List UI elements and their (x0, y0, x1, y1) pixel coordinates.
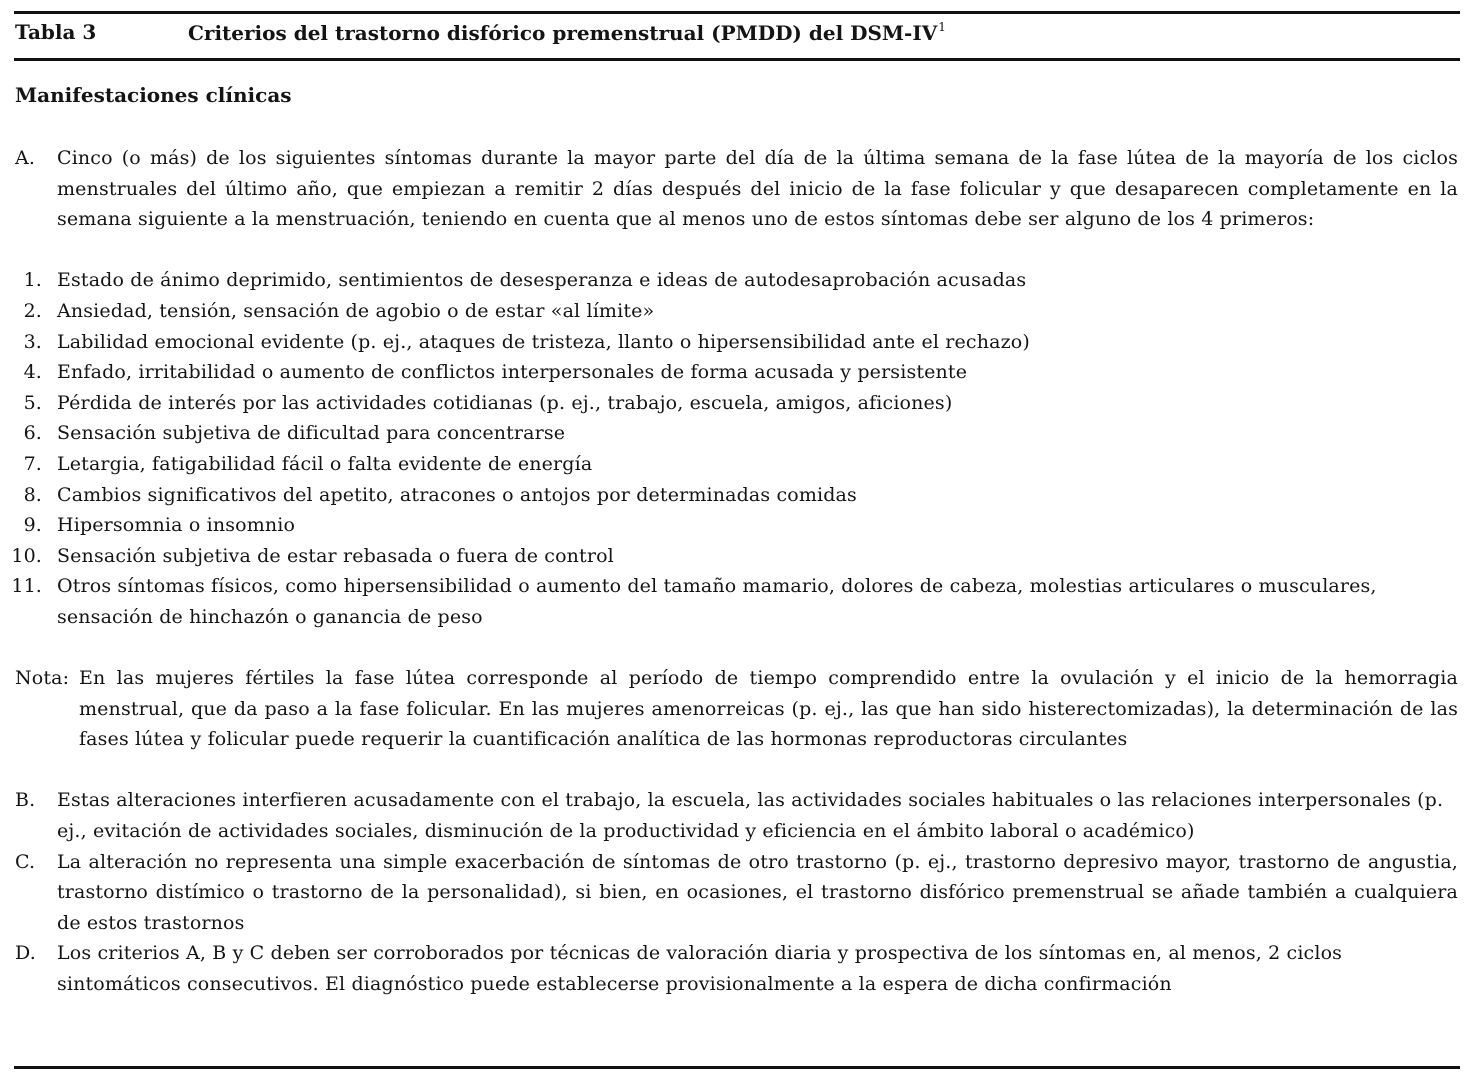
criterion-d (0, 938, 1472, 999)
symptom-item (0, 265, 1472, 296)
symptom-text: Enfado, irritabilidad o aumento de conflictos interpersonales de forma acusada y persistente (57, 361, 968, 384)
section-title: Manifestaciones clínicas (15, 83, 292, 107)
spacer (0, 235, 1472, 266)
symptom-item (0, 296, 1472, 327)
symptom-item (0, 510, 1472, 541)
symptom-text: Estado de ánimo deprimido, sentimientos de desesperanza e ideas de autodesaprobación acusadas (57, 269, 1027, 292)
symptom-item (0, 571, 1472, 632)
symptom-number: 7. (23, 452, 42, 475)
spacer (0, 755, 1472, 786)
symptom-number: 6. (23, 422, 42, 445)
symptom-item (0, 388, 1472, 419)
symptom-number: 4. (23, 361, 42, 384)
note-label: Nota: (15, 667, 70, 690)
table-header-rule (14, 58, 1460, 61)
symptom-list (0, 265, 1472, 632)
symptom-number: 2. (23, 299, 42, 322)
criterion-a-text: Cinco (o más) de los siguientes síntomas durante la mayor parte del día de la última semana de la fase lútea de la mayoría de los ciclos menstruales del último año, que empiezan a remitir 2 días después del inicio de la fase folicular y que desaparecen completamente en la semana siguiente a la menstruación, teniendo en cuenta que al menos uno de estos síntomas debe ser alguno de los 4 primeros: (57, 147, 1458, 231)
criterion-c-label: C. (15, 850, 36, 873)
table-title-text: Criterios del trastorno disfórico premenstrual (PMDD) del DSM-IV (188, 21, 938, 45)
criterion-b-text: Estas alteraciones interfieren acusadamente con el trabajo, la escuela, las actividades sociales habituales o las relaciones interpersonales (p. ej., evitación de actividades sociales, disminución de la productividad y eficiencia en el ámbito laboral o académico) (57, 789, 1444, 843)
criterion-d-label: D. (15, 942, 36, 965)
table-bottom-rule (14, 1066, 1460, 1069)
note-text: En las mujeres fértiles la fase lútea corresponde al período de tiempo comprendido entre la ovulación y el inicio de la hemorragia menstrual, que da paso a la fase folicular. En las mujeres amenorreicas (p. ej., las que han sido histerectomizadas), la determinación de las fases lútea y folicular puede requerir la cuantificación analítica de las hormonas reproductoras circulantes (79, 667, 1458, 751)
symptom-number: 11. (11, 575, 42, 598)
criterion-d-text: Los criterios A, B y C deben ser corroborados por técnicas de valoración diaria y prospectiva de los síntomas en, al menos, 2 ciclos sintomáticos consecutivos. El diagnóstico puede establecerse provisionalmente a la espera de dicha confirmación (57, 942, 1343, 996)
symptom-text: Pérdida de interés por las actividades cotidianas (p. ej., trabajo, escuela, amigos, aficiones) (57, 391, 953, 414)
spacer (0, 633, 1472, 664)
symptom-text: Labilidad emocional evidente (p. ej., ataques de tristeza, llanto o hipersensibilidad ante el rechazo) (57, 330, 1030, 353)
note (0, 663, 1472, 755)
symptom-number: 3. (23, 330, 42, 353)
symptom-item (0, 327, 1472, 358)
symptom-number: 8. (23, 483, 42, 506)
symptom-text: Letargia, fatigabilidad fácil o falta evidente de energía (57, 452, 593, 475)
symptom-text: Sensación subjetiva de dificultad para concentrarse (57, 422, 566, 445)
table-top-rule (14, 11, 1460, 14)
symptom-text: Otros síntomas físicos, como hipersensibilidad o aumento del tamaño mamario, dolores de cabeza, molestias articulares o musculares, sensación de hinchazón o ganancia de peso (57, 575, 1377, 628)
symptom-text: Hipersomnia o insomnio (57, 514, 296, 537)
table-title (188, 20, 946, 45)
symptom-item (0, 480, 1472, 511)
criterion-c-text: La alteración no representa una simple exacerbación de síntomas de otro trastorno (p. ej., trastorno depresivo mayor, trastorno de angustia, trastorno distímico o trastorno de la personalidad), si bien, en ocasiones, el trastorno disfórico premenstrual se añade también a cualquiera de estos trastornos (57, 850, 1458, 934)
symptom-text: Sensación subjetiva de estar rebasada o fuera de control (57, 544, 614, 567)
table-body (0, 143, 1472, 1000)
criterion-a (0, 143, 1472, 235)
symptom-number: 5. (23, 391, 42, 414)
symptom-number: 9. (23, 514, 42, 537)
criterion-b (0, 785, 1472, 846)
table-label: Tabla 3 (15, 20, 97, 44)
table-title-footnote: 1 (938, 20, 946, 34)
criterion-a-label: A. (15, 147, 36, 169)
symptom-text: Ansiedad, tensión, sensación de agobio o de estar «al límite» (57, 299, 655, 322)
symptom-item (0, 357, 1472, 388)
symptom-number: 10. (11, 544, 42, 567)
symptom-item (0, 541, 1472, 572)
criterion-c (0, 847, 1472, 939)
symptom-item (0, 449, 1472, 480)
symptom-number: 1. (23, 269, 42, 292)
criterion-b-label: B. (15, 789, 36, 812)
symptom-text: Cambios significativos del apetito, atracones o antojos por determinadas comidas (57, 483, 857, 506)
symptom-item (0, 418, 1472, 449)
